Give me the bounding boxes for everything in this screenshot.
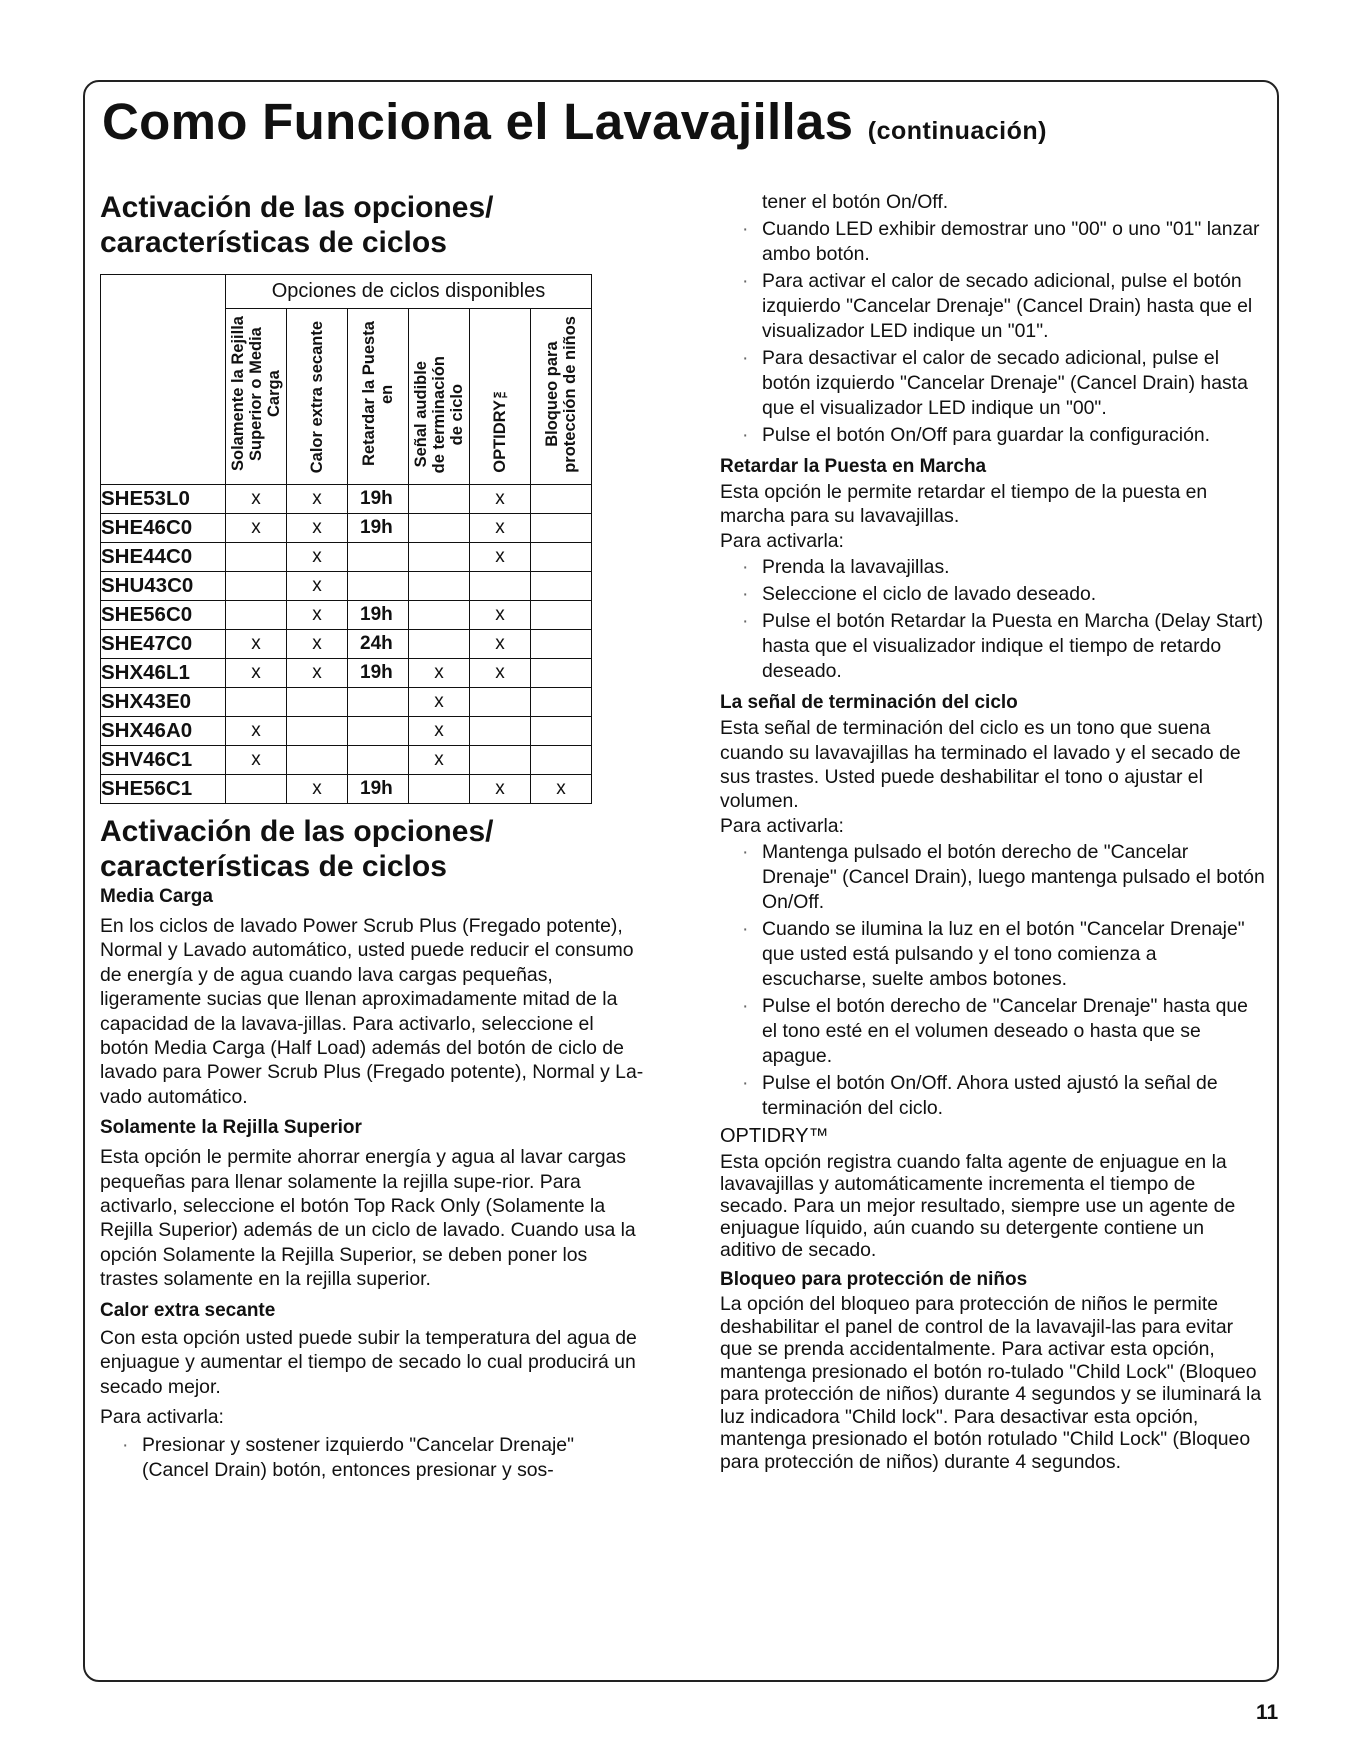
list-item: · Cuando LED exhibir demostrar uno "00" o uno "01" lanzar ambo botón. — [762, 217, 1265, 267]
column-header-label: Calor extra secante — [308, 320, 326, 473]
table-cell — [531, 688, 592, 717]
column-header — [531, 309, 592, 485]
table-cell — [226, 601, 287, 630]
media-carga-text: En los ciclos de lavado Power Scrub Plus (Fregado potente), Normal y Lavado automático, usted puede reducir el consumo de energía y de agua cuando lava cargas pequeñas, ligeramente sucias que llenan aproximadamente mitad de la capacidad de la lavava-jillas. Para activarlo, seleccione el botón Media Carga (Half Load) además del botón de ciclo de lavado para Power Scrub Plus (Fregado potente), Normal y La-vado automático. — [100, 915, 644, 1108]
optidry-text: Esta opción registra cuando falta agente de enjuague en la lavavajillas y automáticamente incrementa el tiempo de secado. Para un mejor resultado, siempre use un agente de enjuague líquido, aún cuando su detergente contiene un aditivo de secado. — [720, 1151, 1236, 1262]
table-cell — [470, 717, 531, 746]
model-cell: SHX43E0 — [101, 688, 226, 717]
table-corner — [101, 275, 226, 485]
table-cell — [409, 630, 470, 659]
list-item: · Cuando se ilumina la luz en el botón "Cancelar Drenaje" que usted está pulsando y el tono comienza a escucharse, suelte ambos botones. — [762, 917, 1265, 992]
table-row — [101, 514, 592, 543]
table-cell — [531, 514, 592, 543]
table-cell: x — [287, 543, 348, 572]
table-cell: x — [409, 688, 470, 717]
list-item: · Mantenga pulsado el botón derecho de "Cancelar Drenaje" (Cancel Drain), luego mantenga pulsado el botón On/Off. — [762, 840, 1265, 915]
calor-heading: Calor extra secante — [100, 1299, 276, 1321]
senal-activar: Para activarla: — [720, 814, 844, 837]
table-cell — [470, 746, 531, 775]
table-row — [101, 630, 592, 659]
table-row — [101, 572, 592, 601]
table-cell: x — [287, 630, 348, 659]
list-item: · Pulse el botón On/Off. Ahora usted ajustó la señal de terminación del ciclo. — [762, 1071, 1265, 1121]
table-cell: 19h — [348, 514, 409, 543]
table-cell: x — [470, 601, 531, 630]
model-cell: SHU43C0 — [101, 572, 226, 601]
column-header — [470, 309, 531, 485]
table-cell: 19h — [348, 659, 409, 688]
column-header-label: Retardar la Puesta en — [360, 321, 396, 467]
table-cell: x — [287, 485, 348, 514]
table-cell — [531, 601, 592, 630]
senal-list — [720, 840, 1265, 1121]
table-cell: x — [226, 630, 287, 659]
table-cell — [470, 572, 531, 601]
table-cell: 19h — [348, 775, 409, 804]
table-cell — [531, 746, 592, 775]
list-item-continued: tener el botón On/Off. — [762, 191, 949, 213]
options-table — [100, 274, 592, 804]
column-header — [348, 309, 409, 485]
senal-text: Esta señal de terminación del ciclo es un tono que suena cuando su lavavajillas ha terminado el lavado y el secado de sus trastes. Usted puede deshabilitar el tono o ajustar el volumen. — [720, 717, 1241, 813]
table-cell — [531, 630, 592, 659]
table-cell: x — [470, 514, 531, 543]
table-cell: x — [470, 630, 531, 659]
column-header — [287, 309, 348, 485]
bloqueo-heading: Bloqueo para protección de niños — [720, 1269, 1028, 1291]
table-cell: x — [287, 514, 348, 543]
rejilla-text: Esta opción le permite ahorrar energía y agua al lavar cargas pequeñas para llenar solamente la rejilla supe-rior. Para activarlo, seleccione el botón Top Rack Only (Solamente la Rejilla Superior) además de un ciclo de lavado. Cuando usa la opción Solamente la Rejilla Superior, se deben poner los trastes solamente en la rejilla superior. — [100, 1146, 636, 1291]
table-cell: x — [470, 659, 531, 688]
list-item: · Pulse el botón On/Off para guardar la configuración. — [762, 423, 1265, 448]
column-header-label: Señal audible de terminación de ciclo — [412, 355, 466, 473]
calor-list-continued — [720, 190, 1265, 448]
left-column — [100, 190, 645, 1485]
table-cell — [226, 775, 287, 804]
table-cell: x — [226, 485, 287, 514]
bloqueo-text: La opción del bloqueo para protección de niños le permite deshabilitar el panel de control de la lavavajil-las para evitar que se prenda accidentalmente. Para activar esta opción, mantenga presionado el botón ro-tulado "Child Lock" (Bloqueo para protección de niños) durante 4 segundos y se iluminará la luz indicadora "Child lock". Para desactivar esta opción, mantenga presionado el botón rotulado "Child Lock" (Bloqueo para protección de niños) durante 4 segundos. — [720, 1293, 1262, 1473]
table-cell — [287, 717, 348, 746]
table-row — [101, 543, 592, 572]
table-group-header: Opciones de ciclos disponibles — [226, 275, 592, 309]
table-cell: x — [226, 659, 287, 688]
table-cell — [409, 572, 470, 601]
table-cell — [409, 601, 470, 630]
list-item: · Pulse el botón Retardar la Puesta en Marcha (Delay Start) hasta que el visualizador indique el tiempo de retardo deseado. — [762, 609, 1265, 684]
table-cell: 19h — [348, 601, 409, 630]
column-header-label: OPTIDRY™ — [491, 382, 509, 473]
retardar-activar: Para activarla: — [720, 529, 844, 552]
retardar-list — [720, 555, 1265, 684]
list-item: · Pulse el botón derecho de "Cancelar Drenaje" hasta que el tono esté en el volumen deseado o hasta que se apague. — [762, 994, 1265, 1069]
table-cell — [226, 543, 287, 572]
table-cell — [531, 543, 592, 572]
table-cell — [531, 572, 592, 601]
table-cell — [531, 659, 592, 688]
table-cell — [531, 717, 592, 746]
table-row — [101, 485, 592, 514]
list-item: · Prenda la lavavajillas. — [762, 555, 1265, 580]
table-cell — [409, 775, 470, 804]
column-header-label: Bloqueo para protección de niños — [543, 316, 579, 473]
page-number: 11 — [1256, 1701, 1279, 1724]
calor-list — [100, 1433, 645, 1483]
media-carga-heading: Media Carga — [100, 886, 213, 907]
model-cell: SHE53L0 — [101, 485, 226, 514]
table-row — [101, 688, 592, 717]
table-cell — [531, 485, 592, 514]
model-cell: SHE44C0 — [101, 543, 226, 572]
table-cell — [348, 688, 409, 717]
column-header — [409, 309, 470, 485]
calor-activar: Para activarla: — [100, 1405, 224, 1428]
section-heading-options: Activación de las opciones/ características de ciclos — [100, 191, 494, 259]
retardar-text: Esta opción le permite retardar el tiempo de la puesta en marcha para su lavavajillas. — [720, 481, 1208, 528]
table-cell: x — [409, 659, 470, 688]
model-cell: SHE46C0 — [101, 514, 226, 543]
table-row — [101, 775, 592, 804]
table-row — [101, 601, 592, 630]
optidry-heading: OPTIDRY™ — [720, 1125, 829, 1148]
list-item: · Seleccione el ciclo de lavado deseado. — [762, 582, 1265, 607]
table-cell — [348, 543, 409, 572]
table-cell: x — [287, 601, 348, 630]
table-cell: x — [226, 746, 287, 775]
list-item: · Para desactivar el calor de secado adicional, pulse el botón izquierdo "Cancelar Drenaje" (Cancel Drain) hasta que el visualizador LED indique un "00". — [762, 346, 1265, 421]
table-cell — [409, 485, 470, 514]
table-cell — [409, 543, 470, 572]
senal-heading: La señal de terminación del ciclo — [720, 692, 1018, 714]
table-cell — [226, 688, 287, 717]
table-cell — [287, 688, 348, 717]
table-cell: x — [226, 717, 287, 746]
table-cell — [470, 688, 531, 717]
right-column — [720, 190, 1265, 1473]
table-cell — [226, 572, 287, 601]
model-cell: SHE56C0 — [101, 601, 226, 630]
table-cell: x — [287, 775, 348, 804]
column-header-label: Solamente la Rejilla Superior o Media Carga — [229, 316, 283, 472]
model-cell: SHV46C1 — [101, 746, 226, 775]
table-cell: x — [226, 514, 287, 543]
title-suffix: (continuación) — [867, 117, 1047, 145]
retardar-heading: Retardar la Puesta en Marcha — [720, 456, 987, 477]
table-cell — [348, 717, 409, 746]
section-heading-options-2: Activación de las opciones/ características de ciclos — [100, 815, 494, 883]
table-cell: x — [470, 543, 531, 572]
table-cell: x — [287, 659, 348, 688]
table-cell: x — [470, 775, 531, 804]
table-cell — [348, 572, 409, 601]
table-cell: x — [470, 485, 531, 514]
column-header — [226, 309, 287, 485]
page-title: Como Funciona el Lavavajillas (continuación) — [102, 93, 1047, 150]
table-row — [101, 746, 592, 775]
table-cell — [409, 514, 470, 543]
table-cell — [348, 746, 409, 775]
table-row — [101, 659, 592, 688]
table-row — [101, 717, 592, 746]
table-cell: x — [531, 775, 592, 804]
list-item: · Presionar y sostener izquierdo "Cancelar Drenaje" (Cancel Drain) botón, entonces presionar y sos- — [142, 1433, 645, 1483]
list-item: · Para activar el calor de secado adicional, pulse el botón izquierdo "Cancelar Drenaje" (Cancel Drain) hasta que el visualizador LED indique un "01". — [762, 269, 1265, 344]
model-cell: SHX46L1 — [101, 659, 226, 688]
rejilla-heading: Solamente la Rejilla Superior — [100, 1117, 362, 1139]
calor-text: Con esta opción usted puede subir la temperatura del agua de enjuague y aumentar el tiempo de secado lo cual producirá un secado mejor. — [100, 1326, 637, 1398]
table-cell: x — [409, 717, 470, 746]
table-cell: x — [287, 572, 348, 601]
table-cell — [287, 746, 348, 775]
model-cell: SHE56C1 — [101, 775, 226, 804]
table-cell: 24h — [348, 630, 409, 659]
model-cell: SHX46A0 — [101, 717, 226, 746]
table-cell: 19h — [348, 485, 409, 514]
model-cell: SHE47C0 — [101, 630, 226, 659]
table-cell: x — [409, 746, 470, 775]
